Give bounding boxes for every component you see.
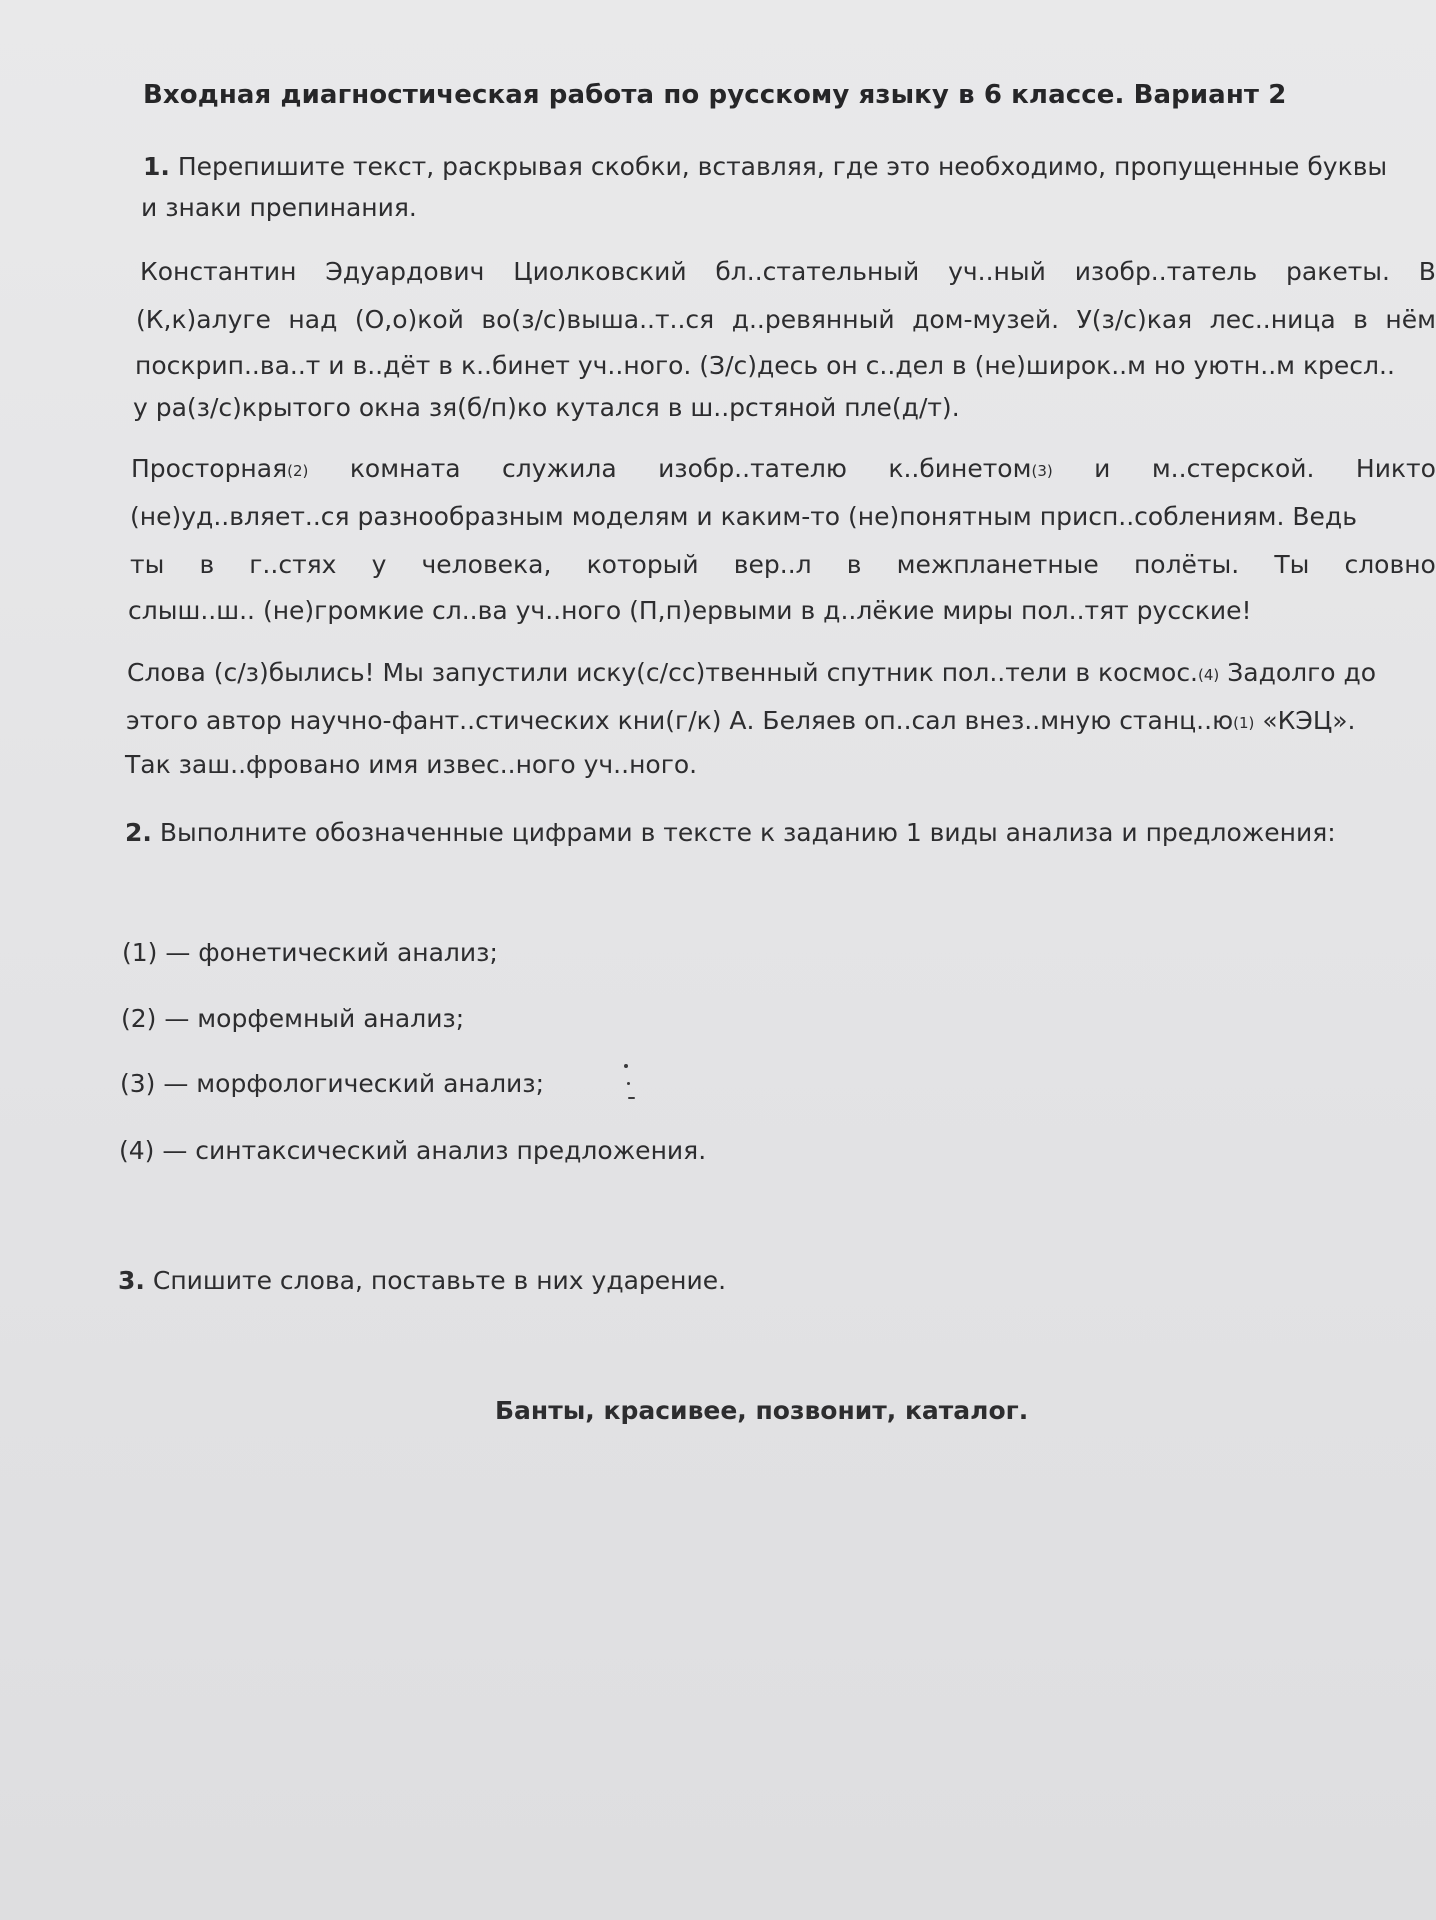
text-word: который bbox=[586, 550, 699, 579]
text-word: дом-музей. bbox=[912, 305, 1060, 334]
text-word: ты bbox=[130, 550, 165, 579]
text-word: во(з/с)выша..т..ся bbox=[481, 305, 715, 334]
para1-line1 bbox=[140, 257, 1436, 286]
para2-line1 bbox=[131, 454, 1436, 483]
para2-word: Просторная(2) bbox=[131, 454, 309, 483]
task1-instruction-line2: и знаки препинания. bbox=[141, 193, 417, 222]
para2-line4: слыш..ш.. (не)громкие сл..ва уч..ного (П,п)ервыми в д..лёкие миры пол..тят русские! bbox=[128, 596, 1252, 625]
para2-word: изобр..тателю bbox=[658, 454, 847, 483]
text-word: У(з/с)кая bbox=[1076, 305, 1193, 334]
task2-instruction: 2. Выполните обозначенные цифрами в тексте к заданию 1 виды анализа и предложения: bbox=[125, 818, 1336, 847]
text-word: в bbox=[199, 550, 215, 579]
text-word: человека, bbox=[421, 550, 552, 579]
para3-line3: Так заш..фровано имя извес..ного уч..ного. bbox=[125, 750, 698, 779]
pen-mark bbox=[627, 1082, 630, 1085]
analysis-item-1: (1) — фонетический анализ; bbox=[122, 938, 498, 967]
text-word: в bbox=[1353, 305, 1368, 334]
text-word: в bbox=[846, 550, 862, 579]
text-word: Ты bbox=[1274, 550, 1310, 579]
para2-line2: (не)уд..вляет..ся разнообразным моделям и каким-то (не)понятным присп..соблениям. Ведь bbox=[130, 502, 1357, 531]
text-word: Эдуардович bbox=[325, 257, 485, 286]
task3-instruction: 3. Спишите слова, поставьте в них ударение. bbox=[118, 1266, 727, 1295]
analysis-mark-4: (4) bbox=[1198, 666, 1220, 684]
text-word: Циолковский bbox=[513, 257, 687, 286]
document-title: Входная диагностическая работа по русскому языку в 6 классе. Вариант 2 bbox=[143, 80, 1287, 110]
para3-line1: Слова (с/з)былись! Мы запустили иску(с/сс)твенный спутник пол..тели в космос.(4) Задолго до bbox=[127, 658, 1377, 687]
text-word: бл..стательный bbox=[715, 257, 920, 286]
task2-number: 2. bbox=[125, 818, 152, 847]
para2-word: Никто bbox=[1355, 454, 1436, 483]
text-word: д..ревянный bbox=[731, 305, 895, 334]
text-word: В bbox=[1418, 257, 1436, 286]
para2-line3 bbox=[130, 550, 1436, 579]
text-word: нём bbox=[1385, 305, 1436, 334]
analysis-item-3: (3) — морфологический анализ; bbox=[120, 1069, 545, 1098]
text-word: г..стях bbox=[249, 550, 337, 579]
analysis-mark-1: (1) bbox=[1233, 714, 1255, 732]
text-word: изобр..татель bbox=[1074, 257, 1258, 286]
task1-instruction-line1 bbox=[143, 152, 1387, 181]
text-word: ракеты. bbox=[1286, 257, 1390, 286]
text-word: над bbox=[288, 305, 338, 334]
pen-mark bbox=[628, 1097, 635, 1099]
pen-mark bbox=[624, 1064, 628, 1068]
task1-instruction-text: Перепишите текст, раскрывая скобки, вставляя, где это необходимо, пропущенные буквы bbox=[177, 152, 1388, 181]
text-word: у bbox=[371, 550, 387, 579]
para1-line4: у ра(з/с)крытого окна зя(б/п)ко кутался в ш..рстяной пле(д/т). bbox=[133, 393, 960, 422]
para2-word: и bbox=[1094, 454, 1111, 483]
text-word: Константин bbox=[140, 257, 297, 286]
para2-word: к..бинетом(3) bbox=[888, 454, 1053, 483]
task1-number: 1. bbox=[143, 152, 170, 181]
para2-word: комната bbox=[349, 454, 461, 483]
para2-word: м..стерской. bbox=[1151, 454, 1315, 483]
text-word: словно bbox=[1344, 550, 1436, 579]
task3-words: Банты, красивее, позвонит, каталог. bbox=[495, 1396, 1029, 1425]
text-word: уч..ный bbox=[948, 257, 1046, 286]
analysis-item-4: (4) — синтаксический анализ предложения. bbox=[119, 1136, 707, 1165]
para1-line2 bbox=[136, 305, 1436, 334]
analysis-mark-3: (3) bbox=[1031, 462, 1053, 480]
text-word: (К,к)алуге bbox=[136, 305, 271, 334]
para3-line2: этого автор научно-фант..стических кни(г/к) А. Беляев оп..сал внез..мную станц..ю(1) «КЭЦ». bbox=[126, 706, 1356, 735]
text-word: (О,о)кой bbox=[354, 305, 464, 334]
text-word: полёты. bbox=[1133, 550, 1240, 579]
text-word: вер..л bbox=[733, 550, 812, 579]
para1-line3: поскрип..ва..т и в..дёт в к..бинет уч..ного. (З/с)десь он с..дел в (не)широк..м но уютн..м кресл.. bbox=[135, 351, 1395, 380]
analysis-mark-2: (2) bbox=[287, 462, 309, 480]
text-word: лес..ница bbox=[1209, 305, 1336, 334]
analysis-item-2: (2) — морфемный анализ; bbox=[121, 1004, 465, 1033]
para2-word: служила bbox=[502, 454, 617, 483]
text-word: межпланетные bbox=[896, 550, 1099, 579]
task3-number: 3. bbox=[118, 1266, 145, 1295]
